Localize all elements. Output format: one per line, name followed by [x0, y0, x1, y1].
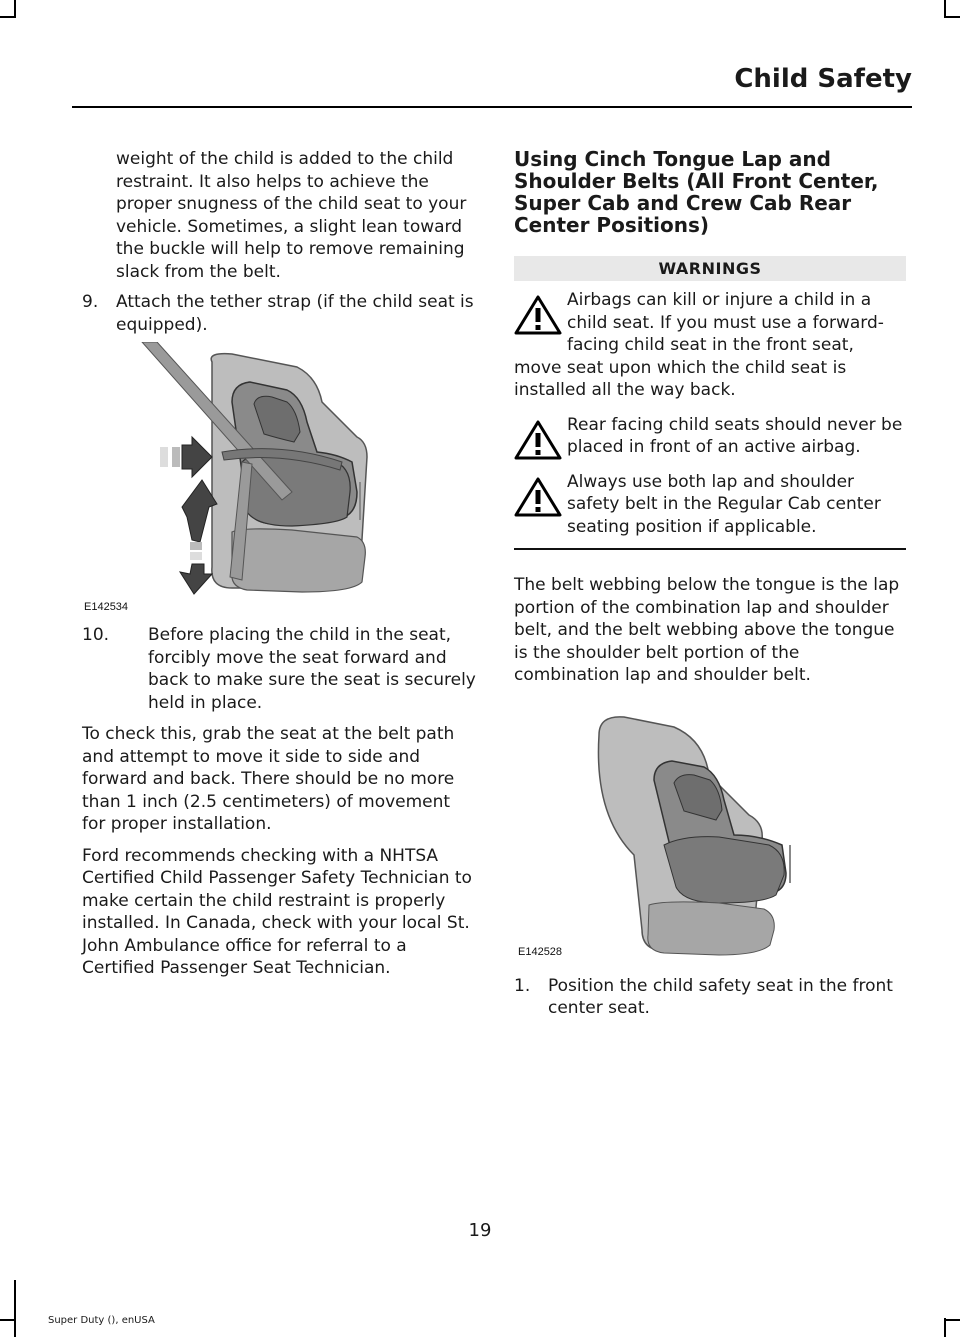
- child-seat-tether-illustration: [82, 342, 477, 612]
- crop-mark: [944, 1319, 960, 1321]
- crop-mark: [0, 1319, 16, 1321]
- step-10: [82, 624, 477, 714]
- child-seat-center-illustration: [514, 705, 906, 967]
- warning-triangle-icon: [514, 420, 562, 460]
- warning-text: Always use both lap and shoulder safety belt in the Regular Cab center seating position if applicable.: [567, 471, 881, 537]
- crop-mark: [944, 16, 960, 18]
- crop-mark: [0, 16, 16, 18]
- step-text: Attach the tether strap (if the child seat is equipped).: [116, 292, 474, 335]
- right-column: [514, 148, 906, 1020]
- page-title: Child Safety: [734, 64, 912, 94]
- warnings-end-rule: [514, 548, 906, 550]
- header-rule: [72, 106, 912, 108]
- page-number: 19: [468, 1220, 492, 1241]
- continuation-text: weight of the child is added to the child restraint. It also helps to achieve the proper snugness of the child seat to your vehicle. Sometimes, a slight lean toward the buckle will help to remove remaining slack from the belt.: [116, 149, 467, 282]
- warning-triangle-icon: [514, 295, 562, 335]
- step-9: [82, 291, 477, 336]
- step-number: 1.: [514, 975, 531, 996]
- warning-item: [514, 414, 906, 459]
- warning-text: Airbags can kill or injure a child in a child seat. If you must use a forward-facing child seat in the front seat, move seat upon which the child seat is installed all the way back.: [514, 290, 884, 400]
- paragraph: Ford recommends checking with a NHTSA Certified Child Passenger Safety Technician to make certain the child restraint is properly installed. In Canada, check with your local St. John Ambulance office for referral to a Certified Passenger Seat Technician.: [82, 845, 472, 978]
- figure-child-seat: [514, 705, 906, 967]
- warning-item: [514, 471, 906, 539]
- warning-text: Rear facing child seats should never be placed in front of an active airbag.: [567, 414, 903, 457]
- figure-label: E142534: [84, 601, 129, 613]
- step-1: [514, 975, 906, 1020]
- step-text: Before placing the child in the seat, forcibly move the seat forward and back to make sure the seat is securely held in place.: [148, 625, 476, 713]
- left-column: [82, 148, 477, 980]
- warnings-title: WARNINGS: [514, 256, 906, 281]
- footer-text: Super Duty (), enUSA: [48, 1315, 155, 1326]
- warning-item: [514, 289, 906, 402]
- step-number: 10.: [82, 625, 110, 645]
- step-text: Position the child safety seat in the front center seat.: [548, 975, 893, 1018]
- crop-mark: [14, 1280, 16, 1337]
- figure-tether: [82, 342, 477, 612]
- step-number: 9.: [82, 292, 99, 312]
- figure-label: E142528: [518, 945, 563, 958]
- paragraph: To check this, grab the seat at the belt path and attempt to move it side to side and forward and back. There should be no more than 1 inch (2.5 centimeters) of movement for proper installation.: [82, 724, 455, 834]
- warning-triangle-icon: [514, 477, 562, 517]
- section-heading: Using Cinch Tongue Lap and Shoulder Belts (All Front Center, Super Cab and Crew Cab Rear Center Positions): [514, 147, 879, 237]
- paragraph: The belt webbing below the tongue is the lap portion of the combination lap and shoulder belt, and the belt webbing above the tongue is the shoulder belt portion of the combination lap and shoulder belt.: [514, 575, 900, 685]
